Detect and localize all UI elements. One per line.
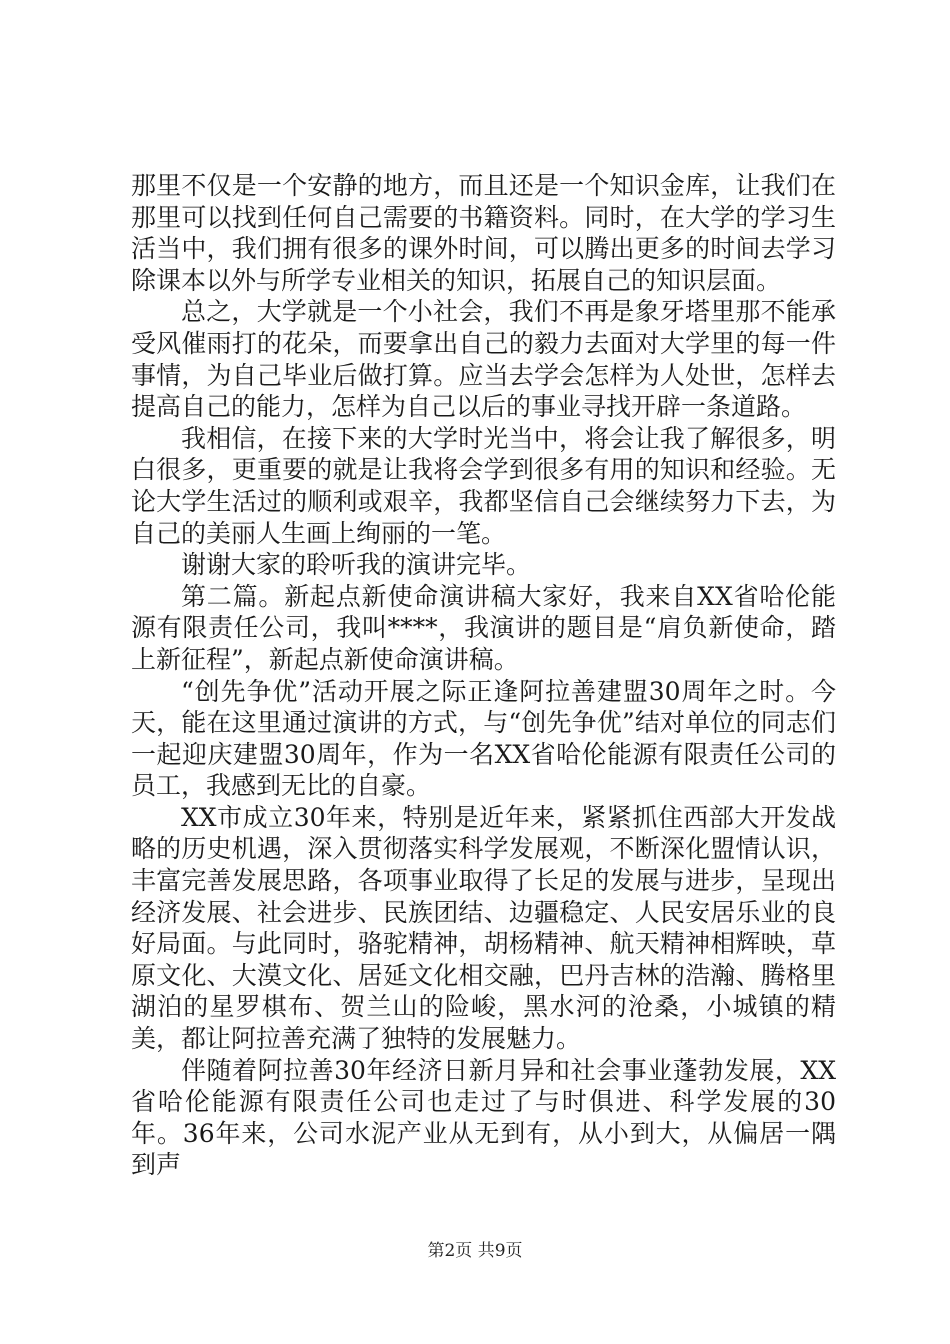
document-body <box>131 170 836 1181</box>
paragraph-7: XX市成立30年来，特别是近年来，紧紧抓住西部大开发战略的历史机遇，深入贯彻落实科学发展观，不断深化盟情认识，丰富完善发展思路，各项事业取得了长足的发展与进步，呈现出经济发展、社会进步、民族团结、边疆稳定、人民安居乐业的良好局面。与此同时，骆驼精神，胡杨精神、航天精神相辉映，草原文化、大漠文化、居延文化相交融，巴丹吉林的浩瀚、腾格里湖泊的星罗棋布、贺兰山的险峻，黑水河的沧桑，小城镇的精美，都让阿拉善充满了独特的发展魅力。 <box>131 802 836 1054</box>
paragraph-5: 第二篇。新起点新使命演讲稿大家好，我来自XX省哈伦能源有限责任公司，我叫****，我演讲的题目是“肩负新使命，踏上新征程”，新起点新使命演讲稿。 <box>131 581 836 674</box>
paragraph-4: 谢谢大家的聆听我的演讲完毕。 <box>181 550 532 580</box>
paragraph-2: 总之，大学就是一个小社会，我们不再是象牙塔里那不能承受风催雨打的花朵，而要拿出自己的毅力去面对大学里的每一件事情，为自己毕业后做打算。应当去学会怎样为人处世，怎样去提高自己的能力，怎样为自己以后的事业寻找开辟一条道路。 <box>131 297 836 422</box>
page-footer: 第2页 共9页 <box>427 1241 523 1261</box>
paragraph-8: 伴随着阿拉善30年经济日新月异和社会事业蓬勃发展，XX省哈伦能源有限责任公司也走过了与时俱进、科学发展的30年。36年来，公司水泥产业从无到有，从小到大，从偏居一隅到声 <box>131 1055 836 1180</box>
paragraph-3: 我相信，在接下来的大学时光当中，将会让我了解很多，明白很多，更重要的就是让我将会学到很多有用的知识和经验。无论大学生活过的顺利或艰辛，我都坚信自己会继续努力下去，为自己的美丽人生画上绚丽的一笔。 <box>131 423 836 548</box>
paragraph-6: “创先争优”活动开展之际正逢阿拉善建盟30周年之时。今天，能在这里通过演讲的方式，与“创先争优”结对单位的同志们一起迎庆建盟30周年，作为一名XX省哈伦能源有限责任公司的员工，我感到无比的自豪。 <box>131 676 836 801</box>
paragraph-1: 那里不仅是一个安静的地方，而且还是一个知识金库，让我们在那里可以找到任何自己需要的书籍资料。同时，在大学的学习生活当中，我们拥有很多的课外时间，可以腾出更多的时间去学习除课本以外与所学专业相关的知识，拓展自己的知识层面。 <box>131 171 836 295</box>
